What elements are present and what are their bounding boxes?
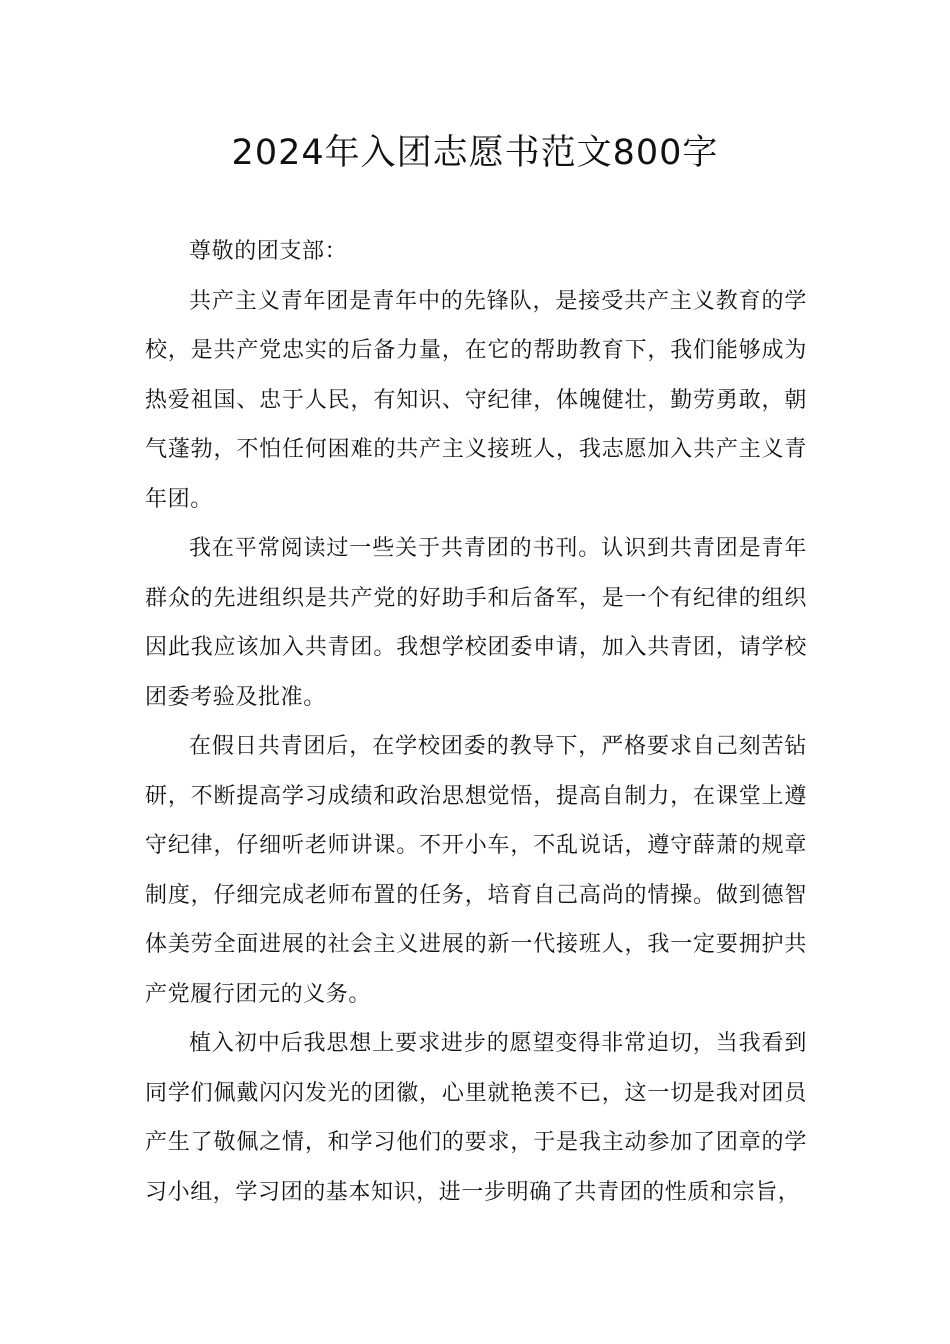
document-body <box>145 227 807 1217</box>
paragraph-1: 共产主义青年团是青年中的先锋队，是接受共产主义教育的学校，是共产党忠实的后备力量，在它的帮助教育下，我们能够成为热爱祖国、忠于人民，有知识、守纪律，体魄健壮，勤劳勇敢，朝气蓬勃，不怕任何困难的共产主义接班人，我志愿加入共产主义青年团。 <box>145 288 807 512</box>
paragraph-2: 我在平常阅读过一些关于共青团的书刊。认识到共青团是青年群众的先进组织是共产党的好助手和后备军，是一个有纪律的组织因此我应该加入共青团。我想学校团委申请，加入共青团，请学校团委考验及批准。 <box>145 536 807 710</box>
salutation: 尊敬的团支部： <box>189 239 348 264</box>
paragraph-4: 植入初中后我思想上要求进步的愿望变得非常迫切，当我看到同学们佩戴闪闪发光的团徽，心里就艳羡不已，这一切是我对团员产生了敬佩之情，和学习他们的要求，于是我主动参加了团章的学习小组，学习团的基本知识，进一步明确了共青团的性质和宗旨， <box>145 1031 807 1205</box>
document-title: 2024年入团志愿书范文800字 <box>231 133 719 173</box>
paragraph-3: 在假日共青团后，在学校团委的教导下，严格要求自己刻苦钻研，不断提高学习成绩和政治思想觉悟，提高自制力，在课堂上遵守纪律，仔细听老师讲课。不开小车，不乱说话，遵守薛萧的规章制度，仔细完成老师布置的任务，培育自己高尚的情操。做到德智体美劳全面进展的社会主义进展的新一代接班人，我一定要拥护共产党履行团元的义务。 <box>145 734 807 1007</box>
